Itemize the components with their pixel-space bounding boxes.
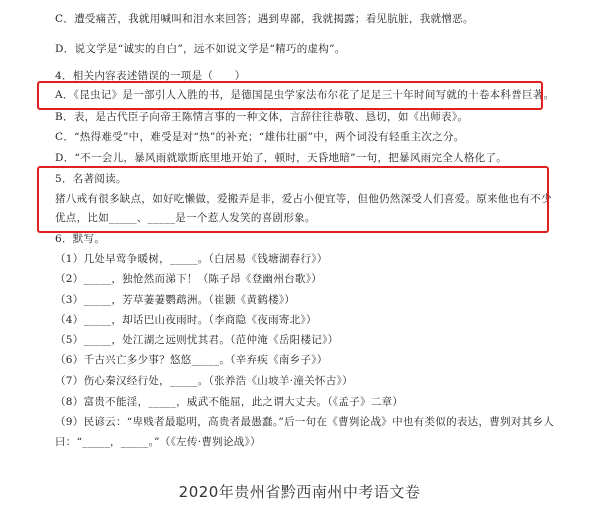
dictation-item-6: （6）千古兴亡多少事？悠悠_____。（辛弃疾《南乡子》） [55, 354, 328, 366]
dictation-item-7: （7）伤心秦汉经行处，_____。（张养浩《山坡羊·潼关怀古》） [55, 375, 353, 387]
dictation-item-2: （2）_____，独怆然而涕下！（陈子昂《登幽州台歌》） [55, 273, 323, 285]
dictation-item-1: （1）几处早莺争暖树，_____。（白居易《钱塘湖春行》） [55, 253, 328, 265]
highlight-box-question-5 [37, 166, 549, 233]
dictation-item-9-cont: 曰：“_____，_____。”（《左传·曹刿论战》） [55, 436, 261, 448]
highlight-box-option-a [37, 81, 543, 110]
dictation-item-4: （4）_____，却话巴山夜雨时。（李商隐《夜雨寄北》） [55, 314, 317, 326]
option-c-q4: C．“热得难受”中，难受是对“热”的补充；“雄伟壮丽”中，两个词没有轻重主次之分。 [55, 131, 465, 143]
dictation-item-8: （8）富贵不能淫，_____，威武不能屈，此之谓大丈夫。（《孟子》二章） [55, 396, 404, 408]
document-title: 2020年贵州省黔西南州中考语文卷 [178, 483, 421, 501]
option-c-q3: C．遭受痛苦，我就用喊叫和泪水来回答；遇到卑鄙，我就揭露；看见肮脏，我就憎恶。 [55, 13, 474, 25]
option-b-q4: B．表，是古代臣子向帝王陈情言事的一种文体，言辞往往恭敬、恳切，如《出师表》。 [55, 111, 469, 123]
question-4-stem: 4．相关内容表述错误的一项是（ ） [55, 70, 246, 82]
option-d-q4: D．“不一会儿，暴风雨就歇斯底里地开始了，顿时，天昏地暗”一句，把暴风雨完全人格化了。 [55, 152, 508, 164]
dictation-item-5: （5）_____，处江湖之远则忧其君。（范仲淹《岳阳楼记》） [55, 334, 339, 346]
question-5-stem: 5．名著阅读。 [55, 173, 127, 185]
option-a-q4: A．《昆虫记》是一部引人入胜的书，是德国昆虫学家法布尔花了足足三十年时间写就的十卷本科普巨著。 [55, 89, 555, 101]
dictation-item-9: （9）民谚云：“卑贱者最聪明，高贵者最愚蠢。”后一句在《曹刿论战》中也有类似的表达，曹刿对其乡人 [55, 416, 555, 428]
option-d-q3: D．说文学是“诚实的自白”，远不如说文学是“精巧的虚构”。 [55, 43, 346, 55]
question-5-text: 猪八戒有很多缺点，如好吃懒做，爱搬弄是非，爱占小便宜等，但他仍然深受人们喜爱。原来他也有不少 [55, 193, 552, 205]
dictation-item-3: （3）_____，芳草萋萋鹦鹉洲。（崔颢《黄鹤楼》） [55, 294, 296, 306]
question-6-stem: 6．默写。 [55, 233, 106, 245]
question-5-blank-line: 优点，比如_____、_____是一个惹人发笑的喜剧形象。 [55, 212, 316, 224]
